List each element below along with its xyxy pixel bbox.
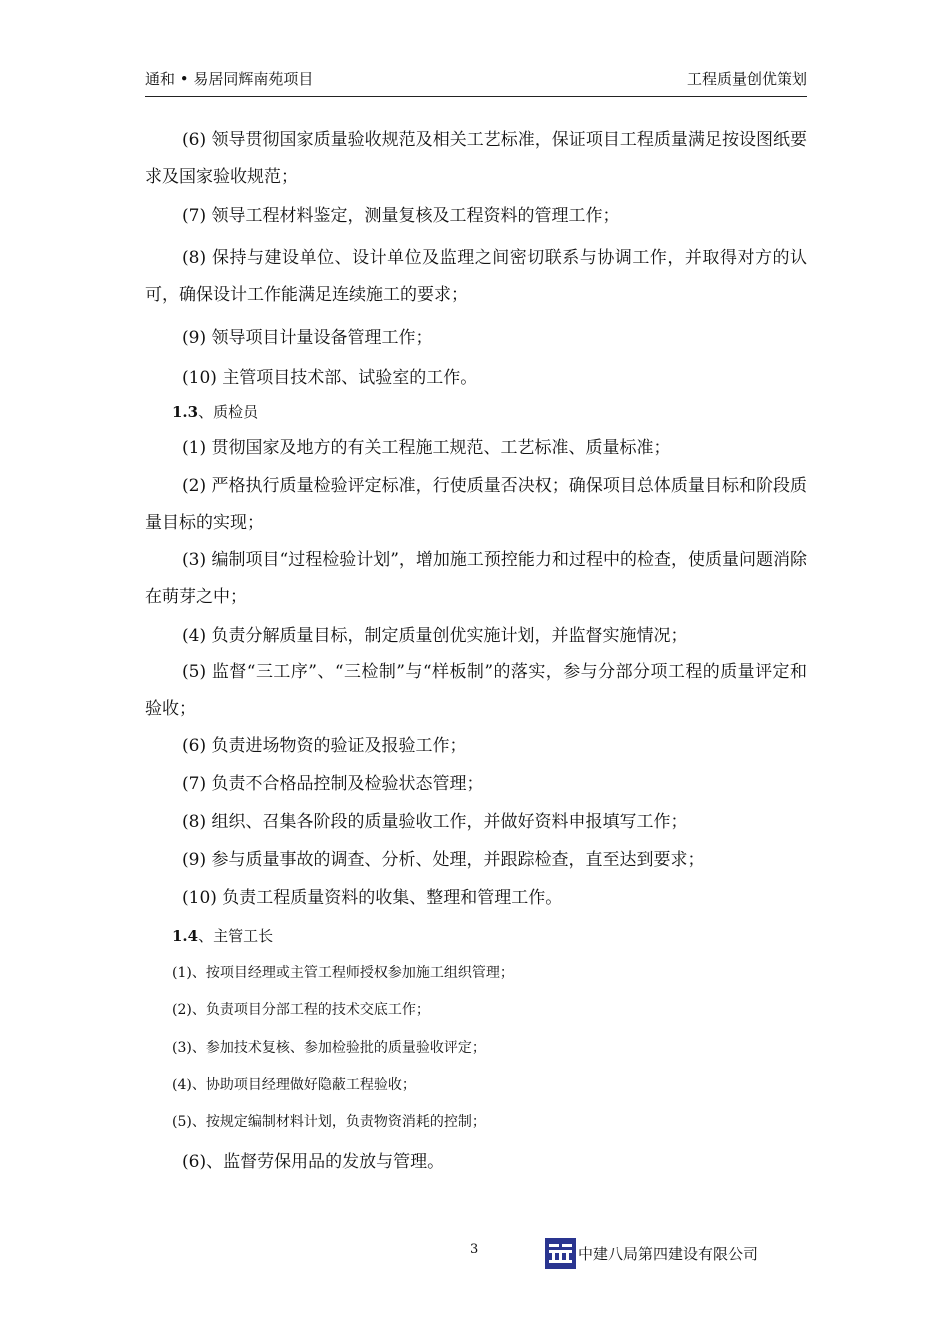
company-name: 中建八局第四建设有限公司 xyxy=(578,1245,759,1263)
section-number: 1.3 xyxy=(172,403,199,421)
section-title: 、主管工长 xyxy=(198,927,274,945)
list-item: (5) 监督“三工序”、“三检制”与“样板制”的落实，参与分部分项工程的质量评定和验收； xyxy=(145,662,807,719)
list-item: (7) 负责不合格品控制及检验状态管理； xyxy=(182,774,484,794)
company-logo-icon xyxy=(545,1238,576,1269)
section-number: 1.4 xyxy=(172,927,199,945)
document-title: 工程质量创优策划 xyxy=(686,70,807,88)
list-item: (10) 主管项目技术部、试验室的工作。 xyxy=(182,368,478,388)
list-item: (7) 领导工程材料鉴定，测量复核及工程资料的管理工作； xyxy=(182,206,620,226)
page-header xyxy=(145,64,807,97)
list-item: (6)、监督劳保用品的发放与管理。 xyxy=(182,1152,445,1172)
list-item: (5)、按规定编制材料计划，负责物资消耗的控制； xyxy=(172,1114,486,1130)
project-name: 通和 • 易居同辉南苑项目 xyxy=(145,70,314,88)
list-item: (9) 领导项目计量设备管理工作； xyxy=(182,328,433,348)
list-item: (2) 严格执行质量检验评定标准，行使质量否决权；确保项目总体质量目标和阶段质量目标的实现； xyxy=(145,476,807,533)
list-item: (4) 负责分解质量目标，制定质量创优实施计划，并监督实施情况； xyxy=(182,626,688,646)
list-item: (8) 组织、召集各阶段的质量验收工作，并做好资料申报填写工作； xyxy=(182,812,688,832)
list-item: (10) 负责工程质量资料的收集、整理和管理工作。 xyxy=(182,888,563,908)
list-item: (9) 参与质量事故的调查、分析、处理，并跟踪检查，直至达到要求； xyxy=(182,850,705,870)
list-item: (6) 负责进场物资的验证及报验工作； xyxy=(182,736,467,756)
section-title: 、质检员 xyxy=(198,403,259,421)
list-item: (2)、负责项目分部工程的技术交底工作； xyxy=(172,1002,430,1018)
list-item: (6) 领导贯彻国家质量验收规范及相关工艺标准，保证项目工程质量满足按设图纸要求及国家验收规范； xyxy=(145,130,807,187)
list-item: (8) 保持与建设单位、设计单位及监理之间密切联系与协调工作，并取得对方的认可，确保设计工作能满足连续施工的要求； xyxy=(145,248,807,305)
list-item: (1)、按项目经理或主管工程师授权参加施工组织管理； xyxy=(172,965,514,981)
section-heading-foreman xyxy=(172,924,273,948)
list-item: (3)、参加技术复核、参加检验批的质量验收评定； xyxy=(172,1040,486,1056)
list-item: (1) 贯彻国家及地方的有关工程施工规范、工艺标准、质量标准； xyxy=(182,438,671,458)
page-number: 3 xyxy=(470,1242,479,1257)
section-heading-quality-inspector xyxy=(172,400,258,424)
list-item: (3) 编制项目“过程检验计划”，增加施工预控能力和过程中的检查，使质量问题消除在萌芽之中； xyxy=(145,550,807,607)
list-item: (4)、协助项目经理做好隐蔽工程验收； xyxy=(172,1077,416,1093)
